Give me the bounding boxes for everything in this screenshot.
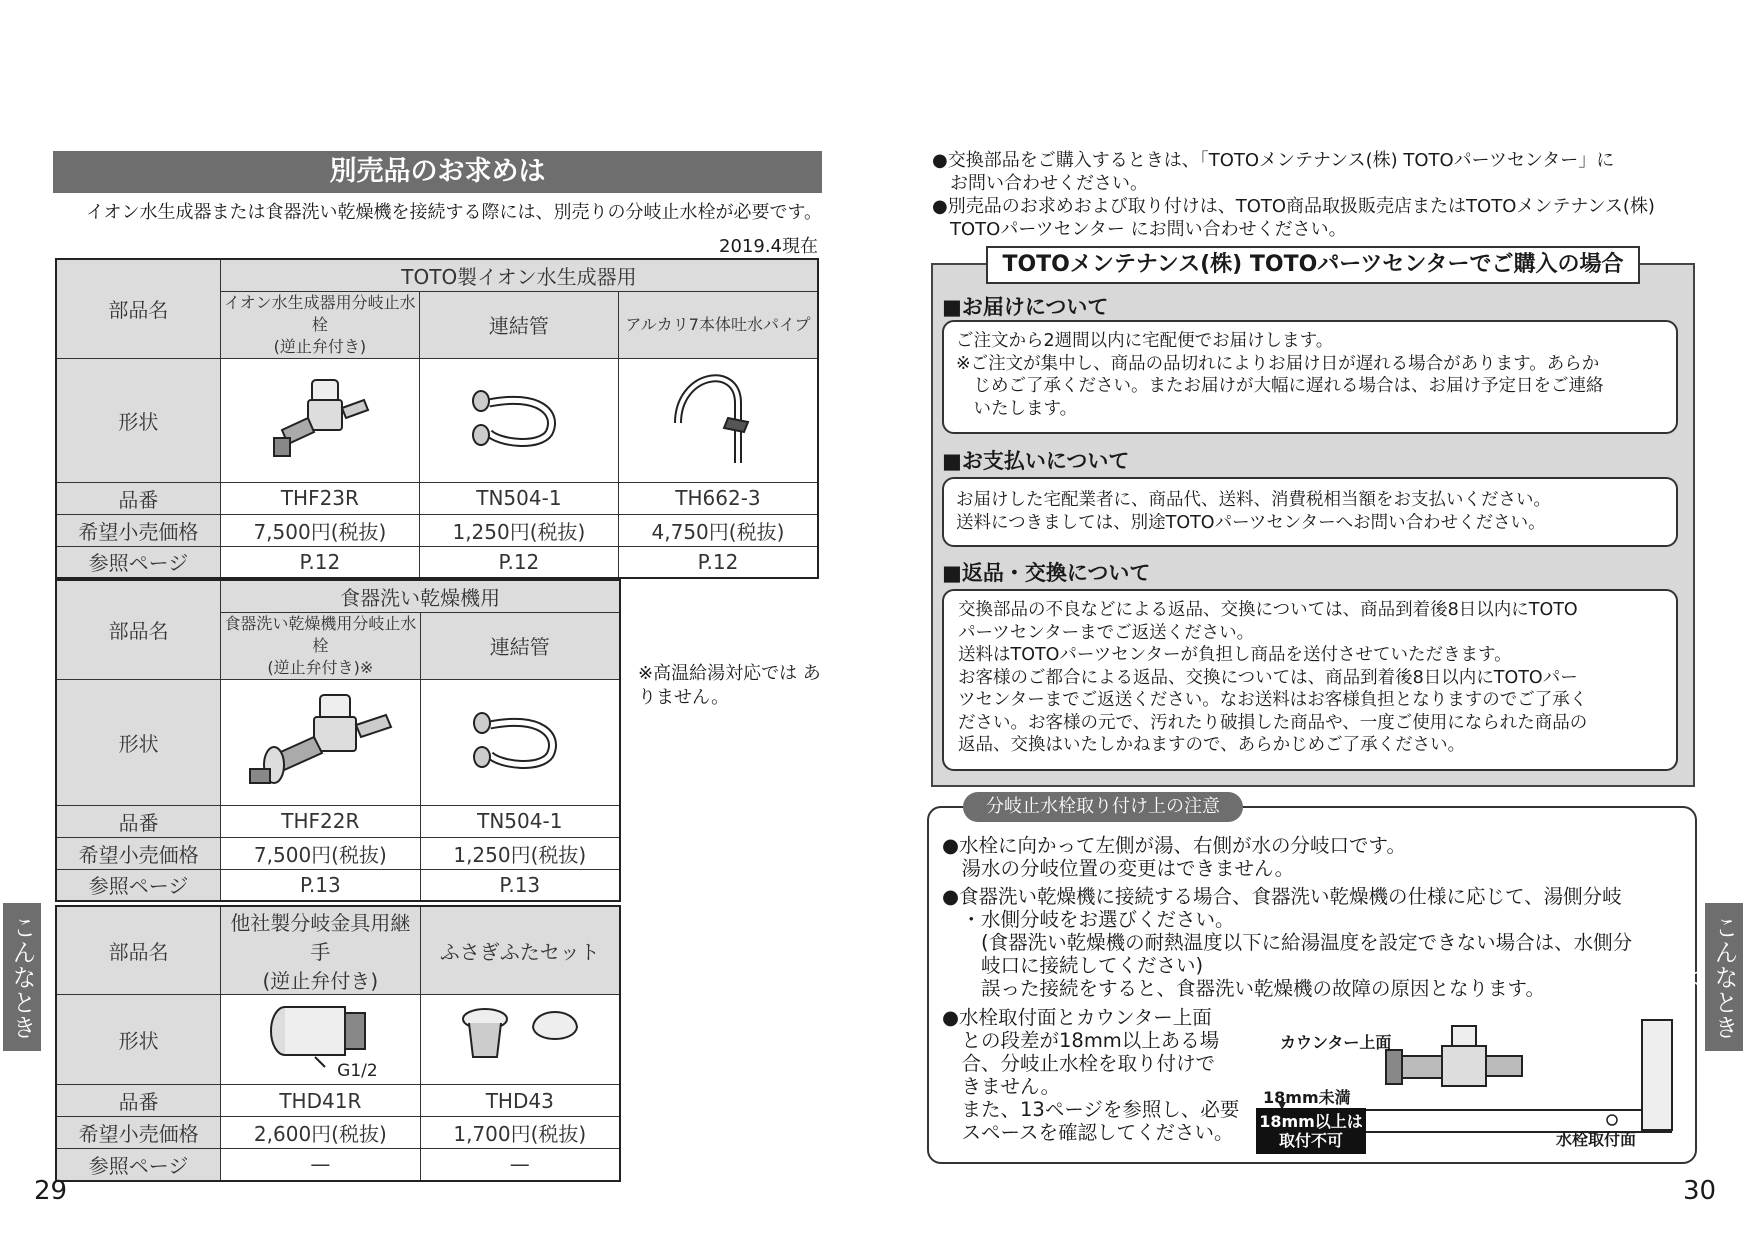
label-shape: 形状 [56, 679, 221, 805]
payment-heading: ■お支払いについて [942, 449, 1130, 473]
under-18mm-label: 18mm未満 [1263, 1088, 1351, 1107]
purchase-note-1: ●交換部品をご購入するときは、「TOTOメンテナンス(株) TOTOパーツセンター」に お問い合わせください。 [932, 150, 1615, 194]
price: 7,500円(税抜) [221, 837, 420, 869]
ref-page: — [221, 1149, 420, 1181]
part-no: TH662-3 [618, 482, 818, 514]
thread-size-label: G1/2 [337, 1061, 378, 1081]
table2-group: 食器洗い乾燥機用 [221, 580, 620, 612]
label-part-name: 部品名 [56, 259, 220, 358]
label-ref-page: 参照ページ [56, 546, 220, 578]
faucet-surface-label: 水栓取付面 [1556, 1130, 1637, 1149]
return-heading: ■返品・交換について [942, 561, 1151, 585]
part-no: THD43 [420, 1085, 620, 1117]
label-part-no: 品番 [56, 805, 221, 837]
part-no: THF22R [221, 805, 420, 837]
as-of-date: 2019.4現在 [719, 236, 818, 257]
price: 1,250円(税抜) [420, 837, 620, 869]
cap-set-illustration [420, 995, 620, 1085]
purchase-note-2: ●別売品のお求めおよび取り付けは、TOTO商品取扱販売店またはTOTOメンテナンス(株) TOTOパーツセンター にお問い合わせください。 [932, 196, 1655, 240]
label-part-no: 品番 [56, 1085, 221, 1117]
dishwasher-parts-table [55, 579, 621, 902]
table3-col1-name: 他社製分岐金具用継手 (逆止弁付き) [221, 906, 420, 995]
table2-col2-name: 連結管 [420, 612, 620, 679]
return-info: 交換部品の不良などによる返品、交換については、商品到着後8日以内にTOTO パーツセンターまでご返送ください。 送料はTOTOパーツセンターが負担し商品を送付させていただきます。 お客様のご都合による返品、交換については、商品到着後8日以内にTOTOパー ツセンターまでご返送ください。なお送料はお客様負担となりますのでご了承く ださい。お客様の元で、汚れたり破損した商品や、一度ご使用になられた商品の 返品、交換はいたしかねますので、あらかじめご了承ください。 [942, 589, 1678, 771]
label-price: 希望小売価格 [56, 837, 221, 869]
part-no: THF23R [220, 482, 419, 514]
spout-pipe-illustration [618, 358, 818, 482]
stop-valve-illustration [221, 679, 420, 805]
connecting-pipe-illustration [420, 679, 620, 805]
parts-center-title: TOTOメンテナンス(株) TOTOパーツセンターでご購入の場合 [986, 246, 1640, 284]
connecting-pipe-illustration [419, 358, 618, 482]
table2-col1-name: 食器洗い乾燥機用分岐止水栓 (逆止弁付き)※ [221, 612, 420, 679]
table3-col2-name: ふさぎふたセット [420, 906, 620, 995]
label-ref-page: 参照ページ [56, 1149, 221, 1181]
delivery-heading: ■お届けについて [942, 295, 1109, 319]
payment-info: お届けした宅配業者に、商品代、送料、消費税相当額をお支払いください。 送料につきましては、別途TOTOパーツセンターへお問い合わせください。 [942, 477, 1678, 547]
part-no: THD41R [221, 1085, 420, 1117]
ref-page: P.12 [618, 546, 818, 578]
label-part-name: 部品名 [56, 580, 221, 679]
fitting-illustration [221, 995, 420, 1085]
label-ref-page: 参照ページ [56, 869, 221, 901]
delivery-info: ご注文から2週間以内に宅配便でお届けします。 ※ご注文が集中し、商品の品切れによりお届け日が遅れる場合があります。あらか じめご了承ください。またお届けが大幅に遅れる場合は、お届け予定日をご連絡 いたします。 [942, 320, 1678, 434]
label-price: 希望小売価格 [56, 1117, 221, 1149]
ref-page: — [420, 1149, 620, 1181]
label-price: 希望小売価格 [56, 514, 220, 546]
section-side-tab: こんなとき [3, 903, 41, 1051]
high-temp-note: ※高温給湯対応では ありません。 [638, 663, 821, 708]
label-part-no: 品番 [56, 482, 220, 514]
counter-top-label: カウンター上面 [1280, 1033, 1392, 1052]
ref-page: P.13 [221, 869, 420, 901]
label-shape: 形状 [56, 358, 220, 482]
price: 1,700円(税抜) [420, 1117, 620, 1149]
part-no: TN504-1 [419, 482, 618, 514]
price: 4,750円(税抜) [618, 514, 818, 546]
label-part-name: 部品名 [56, 906, 221, 995]
price: 1,250円(税抜) [419, 514, 618, 546]
ref-page: P.12 [220, 546, 419, 578]
caution-2: ●食器洗い乾燥機に接続する場合、食器洗い乾燥機の仕様に応じて、湯側分岐 ・水側分岐をお選びください。 (食器洗い乾燥機の耐熱温度以下に給湯温度を設定できない場合は、水側分 岐口に接続してください) 誤った接続をすると、食器洗い乾燥機の故障の原因となります。 [942, 885, 1633, 1000]
page-title: 別売品のお求めは [53, 151, 822, 193]
part-no: TN504-1 [420, 805, 620, 837]
page-number: 30 [1683, 1176, 1717, 1206]
table1-col3-name: アルカリ7本体吐水パイプ [618, 291, 818, 358]
price: 2,600円(税抜) [221, 1117, 420, 1149]
section-side-tab: こんなときは [1705, 903, 1743, 1051]
table1-col2-name: 連結管 [419, 291, 618, 358]
table1-group: TOTO製イオン水生成器用 [220, 259, 818, 291]
table1-col1-name: イオン水生成器用分岐止水栓 (逆止弁付き) [220, 291, 419, 358]
ion-water-parts-table [55, 258, 819, 579]
installation-caution-label: 分岐止水栓取り付け上の注意 [963, 792, 1243, 822]
stop-valve-illustration [220, 358, 419, 482]
caution-1: ●水栓に向かって左側が湯、右側が水の分岐口です。 湯水の分岐位置の変更はできません。 [942, 834, 1406, 880]
page-number: 29 [34, 1176, 68, 1206]
other-parts-table [55, 905, 621, 1182]
label-shape: 形状 [56, 995, 221, 1085]
caution-3: ●水栓取付面とカウンター上面 との段差が18mm以上ある場 合、分岐止水栓を取り付けで きません。 また、13ページを参照し、必要 スペースを確認してください。 [942, 1006, 1240, 1144]
intro-text: イオン水生成器または食器洗い乾燥機を接続する際には、別売りの分岐止水栓が必要です。 [85, 202, 822, 223]
ref-page: P.13 [420, 869, 620, 901]
price: 7,500円(税抜) [220, 514, 419, 546]
ref-page: P.12 [419, 546, 618, 578]
over-18mm-not-allowed-badge: 18mm以上は 取付不可 [1256, 1108, 1366, 1154]
